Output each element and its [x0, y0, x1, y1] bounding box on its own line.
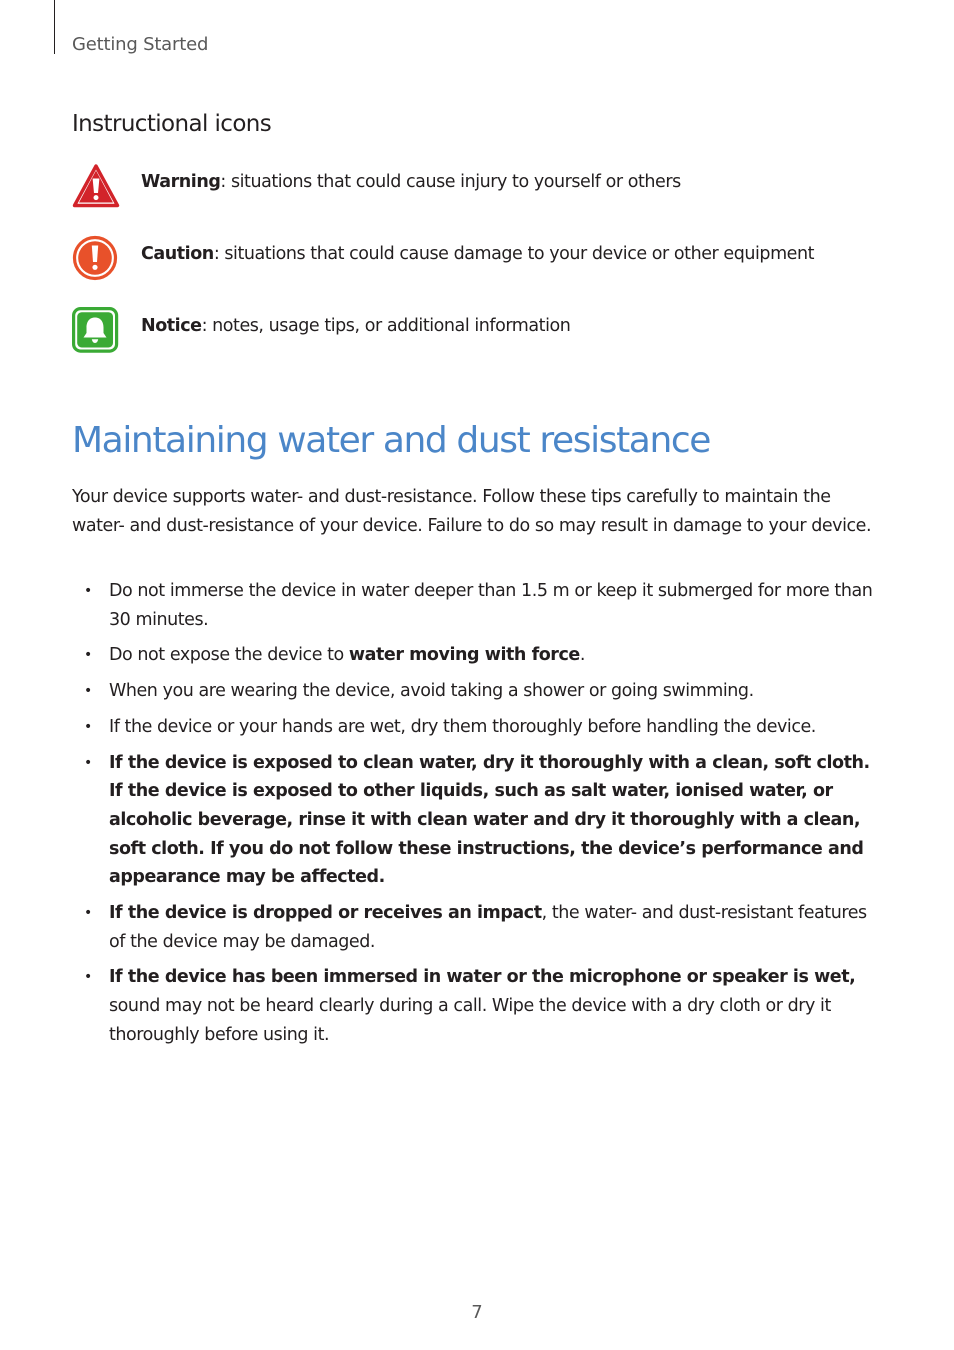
instructional-icon-description	[141, 172, 681, 192]
instructional-icon-text: : situations that could cause injury to yourself or others	[220, 172, 681, 192]
instructional-icon-row-notice	[72, 307, 902, 353]
tip-text: , the water- and dust-resistant features of the device may be damaged.	[109, 903, 867, 952]
caution-circle-icon	[72, 235, 119, 281]
intro-paragraph: Your device supports water- and dust-resistance. Follow these tips carefully to maintain the water- and dust-resistance of your device. Failure to do so may result in damage to your device.	[72, 487, 872, 536]
tip-bold-text: If the device has been immersed in water or the microphone or speaker is wet,	[109, 967, 856, 988]
tip-text: Do not immerse the device in water deeper than 1.5 m or keep it submerged for more than 30 minutes.	[109, 581, 873, 630]
list-item	[72, 641, 882, 670]
instructional-icon-text: : notes, usage tips, or additional information	[201, 316, 571, 336]
tip-bold-text: If the device is dropped or receives an impact	[109, 903, 542, 924]
bullet: •	[84, 683, 92, 700]
instructional-icon-text: : situations that could cause damage to your device or other equipment	[213, 244, 815, 264]
margin-rule	[54, 0, 55, 54]
instructional-icon-description	[141, 244, 814, 264]
instructional-icon-label: Notice	[141, 316, 202, 336]
instructional-icon-row-caution	[72, 235, 902, 281]
instructional-icon-description	[141, 316, 570, 336]
list-item	[72, 713, 882, 742]
list-item	[72, 963, 882, 1049]
warning-triangle-icon	[72, 163, 119, 209]
tip-text: If the device or your hands are wet, dry them thoroughly before handling the device.	[109, 716, 816, 737]
bullet: •	[84, 754, 92, 771]
bullet: •	[84, 583, 92, 599]
page-number: 7	[471, 1302, 483, 1323]
running-header: Getting Started	[72, 34, 209, 55]
tip-text: Do not expose the device to	[109, 645, 349, 666]
bullet: •	[84, 647, 92, 664]
tip-text: .	[579, 645, 585, 666]
list-item	[72, 899, 882, 956]
list-item	[72, 677, 882, 706]
tip-text: When you are wearing the device, avoid taking a shower or going swimming.	[109, 681, 754, 702]
notice-bell-icon	[72, 307, 119, 353]
list-item	[72, 577, 882, 634]
instructional-icon-label: Caution	[141, 244, 214, 264]
page-title: Maintaining water and dust resistance	[72, 420, 711, 461]
instructional-icon-label: Warning	[141, 172, 221, 192]
tip-bold-text: water moving with force	[348, 645, 580, 666]
bullet: •	[84, 969, 92, 986]
tip-text: sound may not be heard clearly during a call. Wipe the device with a dry cloth or dry it thoroughly before using it.	[109, 996, 831, 1045]
list-item	[72, 749, 882, 893]
tip-bold-text: If the device is exposed to clean water, dry it thoroughly with a clean, soft cloth. If the device is exposed to other liquids, such as salt water, ionised water, or alcoholic beverage, rinse it with clean water and dry it thoroughly with a clean, soft cloth. If you do not follow these instructions, the device’s performance and appearance may be affected.	[109, 752, 870, 888]
bullet: •	[84, 718, 92, 735]
instructional-icon-row-warning	[72, 163, 902, 209]
bullet: •	[84, 905, 92, 922]
section-heading-instructional-icons: Instructional icons	[72, 111, 272, 137]
tips-list	[72, 577, 882, 1057]
